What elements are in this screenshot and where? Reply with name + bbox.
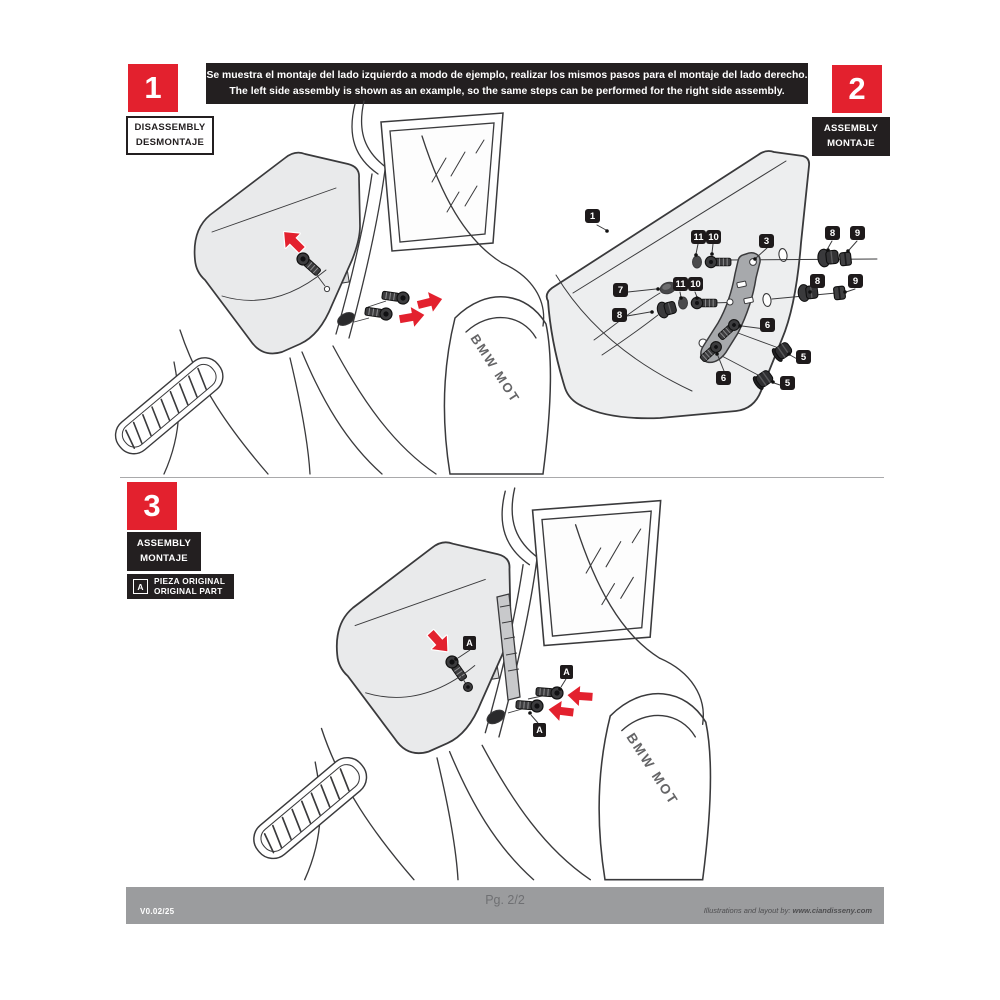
original-part-marker: A bbox=[463, 636, 476, 650]
step-3-number: 3 bbox=[143, 488, 161, 523]
part-callout-10: 10 bbox=[706, 230, 721, 244]
screw-bolt bbox=[528, 686, 563, 700]
step-3-badge bbox=[127, 482, 177, 530]
part-callout-5: 5 bbox=[780, 376, 795, 390]
part-callout-6: 6 bbox=[716, 371, 731, 385]
part-callout-11: 11 bbox=[691, 230, 706, 244]
part-callout-8: 8 bbox=[825, 226, 840, 240]
part-callout-8: 8 bbox=[810, 274, 825, 288]
part-callout-8: 8 bbox=[612, 308, 627, 322]
install-arrow-left-icon bbox=[567, 685, 593, 707]
original-part-legend bbox=[127, 574, 234, 599]
step-2-number: 2 bbox=[848, 71, 866, 106]
step-3-label-en: ASSEMBLY bbox=[136, 538, 192, 549]
part-callout-6: 6 bbox=[760, 318, 775, 332]
washer-part bbox=[693, 256, 702, 268]
page-number: Pg. 2/2 bbox=[485, 893, 525, 907]
step-1-number: 1 bbox=[144, 70, 162, 105]
original-part-marker: A bbox=[560, 665, 573, 679]
part-callout-10: 10 bbox=[688, 277, 703, 291]
step-1-label-en: DISASSEMBLY bbox=[134, 122, 206, 133]
note-banner bbox=[206, 63, 808, 104]
original-part-marker-icon: A bbox=[133, 579, 148, 594]
install-arrow-left-icon bbox=[547, 700, 574, 723]
part-callout-9: 9 bbox=[848, 274, 863, 288]
step-2-label-en: ASSEMBLY bbox=[823, 123, 879, 134]
step-3-label bbox=[127, 532, 201, 571]
part-callout-3: 3 bbox=[759, 234, 774, 248]
original-part-marker: A bbox=[533, 723, 546, 737]
credit-site: www.ciandisseny.com bbox=[792, 906, 872, 915]
part-callout-7: 7 bbox=[613, 283, 628, 297]
screw-bolt bbox=[705, 256, 731, 267]
screw-bolt bbox=[508, 699, 543, 713]
assembly-illustration bbox=[290, 487, 710, 881]
step-2-label-es: MONTAJE bbox=[827, 137, 875, 149]
part-callout-5: 5 bbox=[796, 350, 811, 364]
part-callout-1: 1 bbox=[585, 209, 600, 223]
screw-bolt bbox=[354, 305, 393, 322]
step-3-label-es: MONTAJE bbox=[140, 552, 188, 564]
screw-bolt bbox=[368, 289, 410, 307]
footer-bar bbox=[126, 887, 884, 924]
part-callout-11: 11 bbox=[673, 277, 688, 291]
step-2-badge bbox=[832, 65, 882, 113]
disassembly-illustration bbox=[150, 100, 550, 475]
legend-line-en: ORIGINAL PART bbox=[154, 585, 223, 596]
legend-line-es: PIEZA ORIGINAL bbox=[154, 575, 226, 586]
section-divider bbox=[120, 477, 884, 478]
part-callout-9: 9 bbox=[850, 226, 865, 240]
nut-part bbox=[839, 252, 851, 266]
screw-bolt bbox=[691, 297, 717, 308]
step-1-label-es: DESMONTAJE bbox=[135, 136, 205, 148]
version-number: V0.02/25 bbox=[140, 907, 175, 916]
credit-label: Illustrations and layout by: bbox=[703, 906, 791, 915]
assembly-exploded-illustration bbox=[540, 143, 885, 438]
note-banner-spanish: Se muestra el montaje del lado izquierdo a modo de ejemplo, realizar los mismos pasos para el montaje del lado derecho. bbox=[206, 70, 808, 82]
note-banner-english: The left side assembly is shown as an example, so the same steps can be performed for the right side assembly. bbox=[229, 85, 785, 97]
